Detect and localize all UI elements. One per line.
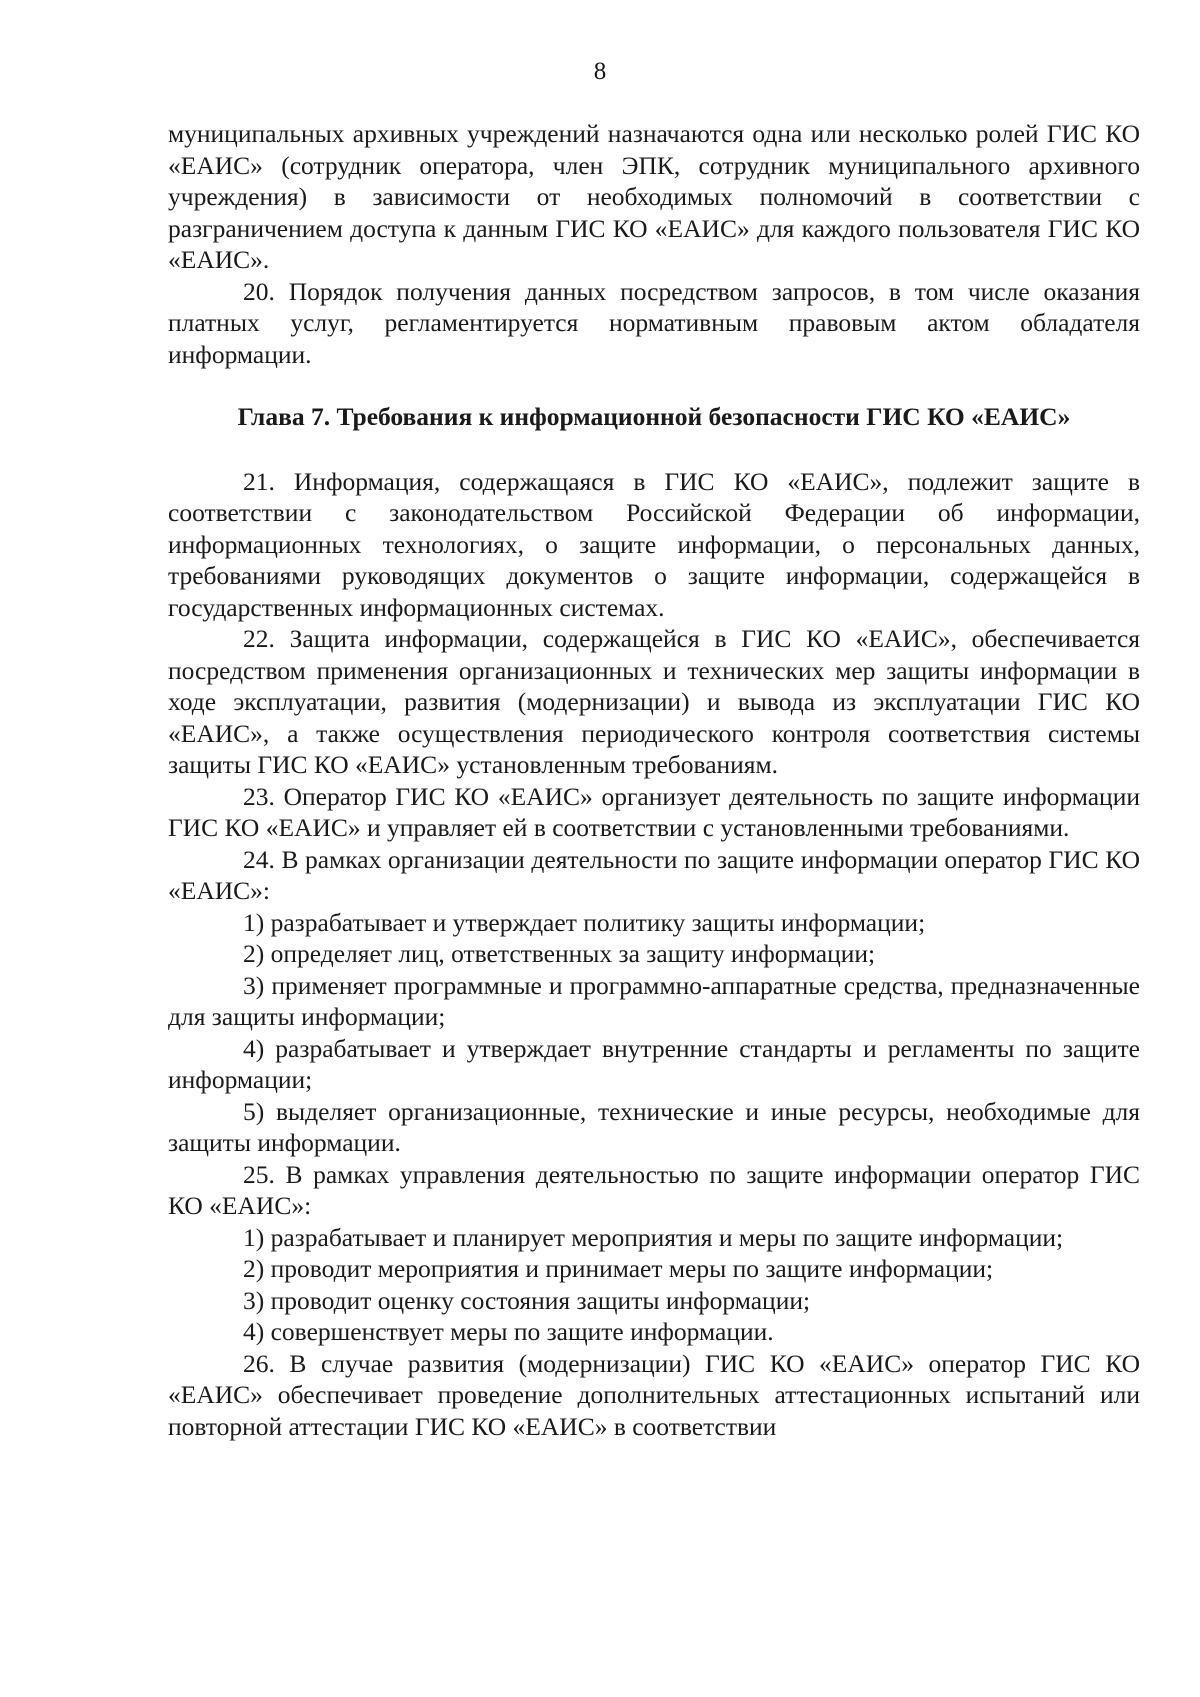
list-item-24-1: 1) разрабатывает и утверждает политику защиты информации; <box>243 907 926 937</box>
paragraph-23: 23. Оператор ГИС КО «ЕАИС» организует деятельность по защите информации ГИС КО «ЕАИС» и управляет ей в соответствии с установленными требованиями. <box>168 781 1140 842</box>
paragraph-26: 26. В случае развития (модернизации) ГИС КО «ЕАИС» оператор ГИС КО «ЕАИС» обеспечивает проведение дополнительных аттестационных испытаний или повторной аттестации ГИС КО «ЕАИС» в соответствии <box>168 1348 1140 1441</box>
paragraph-21: 21. Информация, содержащаяся в ГИС КО «ЕАИС», подлежит защите в соответствии с законодательством Российской Федерации об информации, информационных технологиях, о защите информации, о персональных данных, требованиями руководящих документов о защите информации, содержащейся в государственных информационных системах. <box>168 466 1140 622</box>
page-number: 8 <box>593 58 607 85</box>
list-item-24-5: 5) выделяет организационные, технические и иные ресурсы, необходимые для защиты информации. <box>168 1096 1140 1157</box>
list-item-25-4: 4) совершенствует меры по защите информации. <box>243 1317 774 1346</box>
list-item-24-2: 2) определяет лиц, ответственных за защиту информации; <box>243 939 876 968</box>
list-item-24-3: 3) применяет программные и программно-аппаратные средства, предназначенные для защиты информации; <box>168 970 1140 1031</box>
chapter-heading: Глава 7. Требования к информационной безопасности ГИС КО «ЕАИС» <box>237 402 1071 431</box>
list-item-25-1: 1) разрабатывает и планирует мероприятия и меры по защите информации; <box>243 1222 1064 1252</box>
list-item-24-4: 4) разрабатывает и утверждает внутренние стандарты и регламенты по защите информации; <box>168 1033 1140 1094</box>
document-body <box>168 118 1140 1442</box>
paragraph-25: 25. В рамках управления деятельностью по защите информации оператор ГИС КО «ЕАИС»: <box>168 1159 1140 1220</box>
paragraph-22: 22. Защита информации, содержащейся в ГИС КО «ЕАИС», обеспечивается посредством применения организационных и технических мер защиты информации в ходе эксплуатации, развития (модернизации) и вывода из эксплуатации ГИС КО «ЕАИС», а также осуществления периодического контроля соответствия системы защиты ГИС КО «ЕАИС» установленным требованиям. <box>168 624 1140 779</box>
paragraph-20: 20. Порядок получения данных посредством запросов, в том числе оказания платных услуг, регламентируется нормативным правовым актом обладателя информации. <box>168 276 1140 369</box>
paragraph-continuation: муниципальных архивных учреждений назначаются одна или несколько ролей ГИС КО «ЕАИС» (сотрудник оператора, член ЭПК, сотрудник муниципального архивного учреждения) в зависимости от необходимых полномочий в соответствии с разграничением доступа к данным ГИС КО «ЕАИС» для каждого пользователя ГИС КО «ЕАИС». <box>168 119 1140 274</box>
list-item-25-2: 2) проводит мероприятия и принимает меры по защите информации; <box>243 1254 994 1283</box>
list-item-25-3: 3) проводит оценку состояния защиты информации; <box>243 1285 811 1315</box>
paragraph-24: 24. В рамках организации деятельности по защите информации оператор ГИС КО «ЕАИС»: <box>168 844 1140 905</box>
